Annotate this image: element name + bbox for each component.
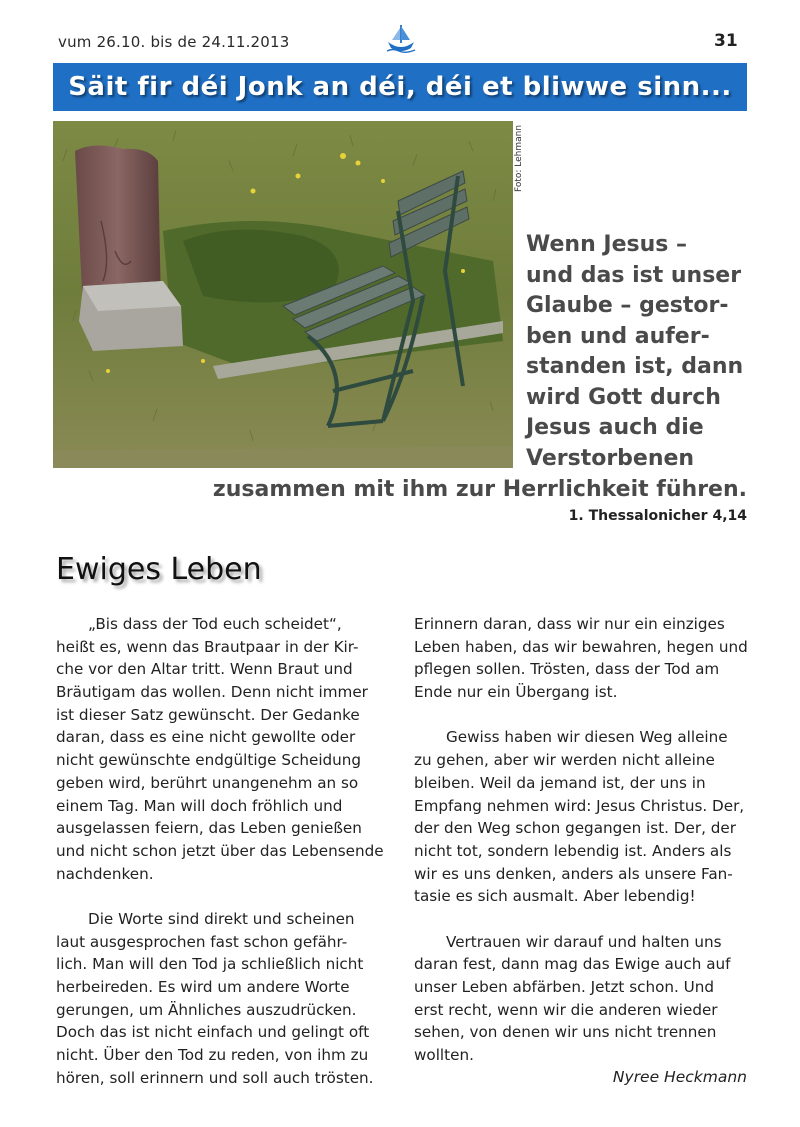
body-text-line: unser Leben abfärben. Jetzt schon. Und xyxy=(414,978,715,996)
body-text-line: herbeireden. Es wird um andere Worte xyxy=(56,978,350,996)
body-text-line: ist dieser Satz gewünscht. Der Gedanke xyxy=(56,705,360,724)
body-text-line: gerungen, um Ähnliches auszudrücken. xyxy=(56,1000,357,1019)
body-text-line: Leben haben, das wir bewahren, hegen und xyxy=(414,637,748,656)
body-text-line: nachdenken. xyxy=(56,864,154,883)
grave-bench-photo xyxy=(53,121,513,468)
section-banner xyxy=(53,63,747,111)
quote-line: ben und aufer- xyxy=(526,323,710,349)
paragraph-gap xyxy=(414,704,739,727)
body-text-line: der den Weg schon gegangen ist. Der, der xyxy=(414,819,736,838)
body-text-line: hören, soll erinnern und soll auch trösten. xyxy=(56,1068,374,1087)
body-text-line: Doch das ist nicht einfach und gelingt oft xyxy=(56,1023,370,1042)
quote-line: und das ist unser xyxy=(526,262,742,288)
body-text-line: wir es uns denken, anders als unsere Fan- xyxy=(414,864,733,883)
quote-line: wird Gott durch xyxy=(526,384,721,410)
body-text-line: geben wird, berührt unangenehm an so xyxy=(56,773,359,792)
body-text-line: einem Tag. Man will doch fröhlich und xyxy=(56,796,343,815)
body-text-line: Gewiss haben wir diesen Weg alleine xyxy=(446,728,728,747)
banner-title: Säit fir déi Jonk an déi, déi et bliwwe sinn... xyxy=(68,72,732,102)
body-text-line: Erinnern daran, dass wir nur ein einziges xyxy=(414,615,725,633)
church-boat-logo-icon xyxy=(384,22,418,56)
body-text-line: „Bis dass der Tod euch scheidet“, xyxy=(88,615,342,633)
body-text-line: che vor den Altar tritt. Wenn Braut und xyxy=(56,660,353,679)
paragraph-gap xyxy=(56,885,381,908)
body-text-line: wollten. xyxy=(414,1046,474,1065)
quote-line: Glaube – gestor- xyxy=(526,293,729,318)
article-author: Nyree Heckmann xyxy=(612,1068,747,1086)
body-text-line: erst recht, wenn wir die anderen wieder xyxy=(414,1000,718,1019)
body-text-line: Ende nur ein Übergang ist. xyxy=(414,683,618,702)
body-text-line: lich. Man will den Tod ja schließlich nicht xyxy=(56,955,364,974)
article-column-left xyxy=(56,613,384,1089)
body-text-line: sehen, von denen wir uns nicht trennen xyxy=(414,1023,717,1042)
body-text-line: Die Worte sind direkt und scheinen xyxy=(88,909,355,928)
body-text-line: nicht tot, sondern lebendig ist. Anders als xyxy=(414,841,732,860)
body-text-line: daran fest, dann mag das Ewige auch auf xyxy=(414,955,731,974)
page-number: 31 xyxy=(714,31,738,51)
body-text-line: nicht gewünschte endgültige Scheidung xyxy=(56,751,362,770)
quote-line: standen ist, dann xyxy=(526,354,744,379)
article-title: Ewiges Leben xyxy=(56,552,262,587)
body-text-line: pflegen sollen. Trösten, dass der Tod am xyxy=(414,660,720,679)
article-column-right xyxy=(414,613,748,1067)
quote-reference: 1. Thessalonicher 4,14 xyxy=(568,508,747,524)
body-text-line: bleiben. Weil da jemand ist, der uns in xyxy=(414,773,706,792)
paragraph-gap xyxy=(414,908,739,931)
scripture-quote xyxy=(526,230,756,474)
body-text-line: laut ausgesprochen fast schon gefähr- xyxy=(56,932,348,951)
body-text-line: zu gehen, aber wir werden nicht alleine xyxy=(414,751,715,770)
photo-credit: Foto: Lehmann xyxy=(514,124,524,192)
body-text-line: und nicht schon jetzt über das Lebensende xyxy=(56,841,384,860)
body-text-line: daran, dass es eine nicht gewollte oder xyxy=(56,728,356,747)
body-text-line: Bräutigam das wollen. Denn nicht immer xyxy=(56,683,368,702)
body-text-line: nicht. Über den Tod zu reden, von ihm zu xyxy=(56,1046,369,1065)
quote-last-line: zusammen mit ihm zur Herrlichkeit führen. xyxy=(212,477,747,502)
body-text-line: Empfang nehmen wird: Jesus Christus. Der, xyxy=(414,796,745,815)
quote-line: Verstorbenen xyxy=(526,445,695,471)
body-text-line: Vertrauen wir darauf und halten uns xyxy=(446,932,722,951)
body-text-line: ausgelassen feiern, das Leben genießen xyxy=(56,819,362,838)
issue-date-range: vum 26.10. bis de 24.11.2013 xyxy=(58,33,290,51)
body-text-line: heißt es, wenn das Brautpaar in der Kir- xyxy=(56,637,359,656)
quote-line: Jesus auch die xyxy=(526,415,704,440)
quote-line: Wenn Jesus – xyxy=(526,232,688,257)
body-text-line: tasie es sich ausmalt. Aber lebendig! xyxy=(414,887,696,906)
